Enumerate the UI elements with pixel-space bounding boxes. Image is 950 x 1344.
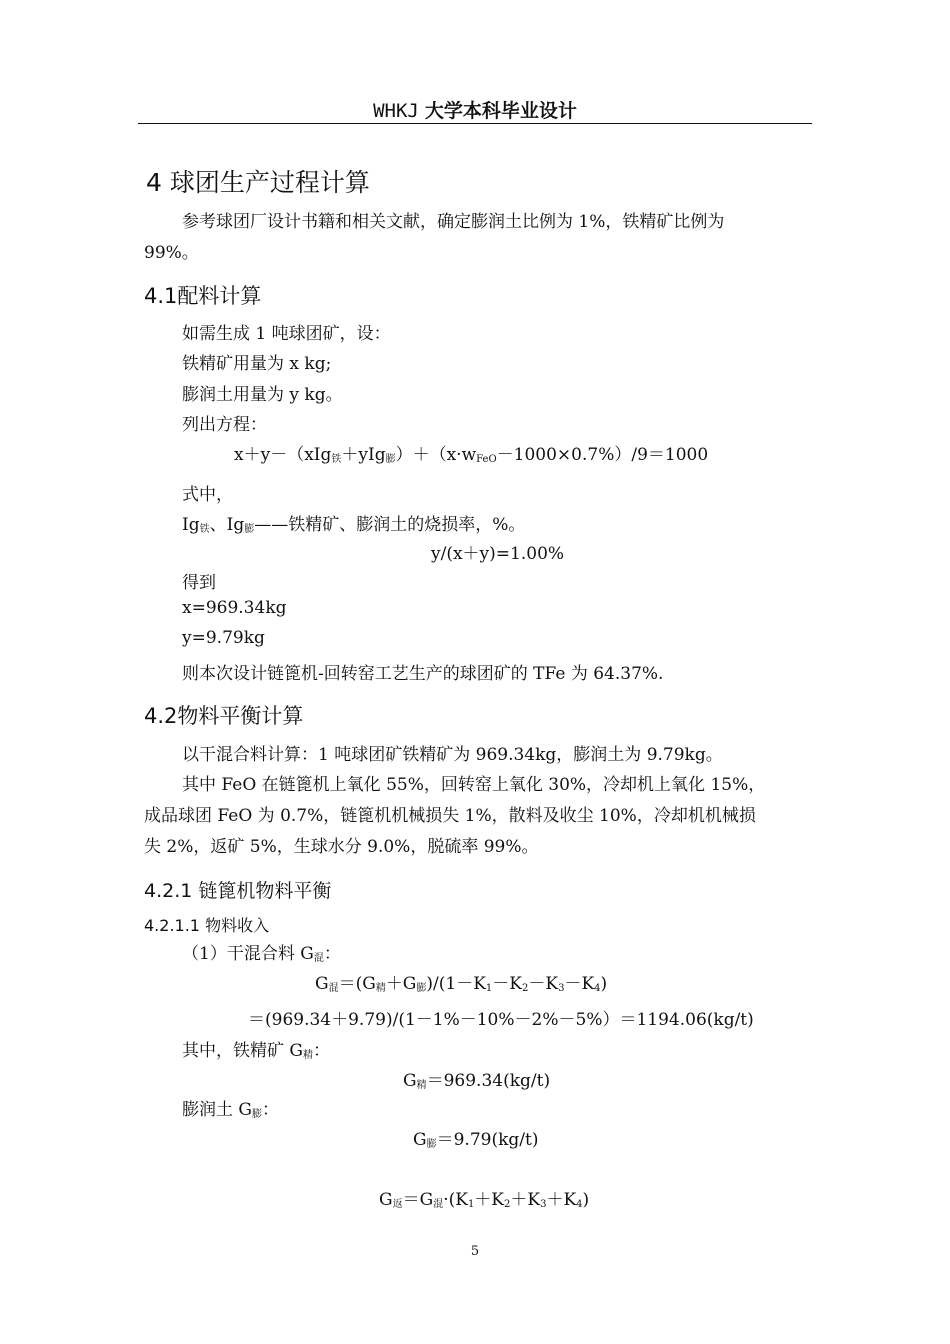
- eq-part: G: [315, 974, 329, 994]
- eq-part: ＝9.79(kg/t): [436, 1130, 539, 1150]
- text-line: 铁精矿用量为 x kg;: [182, 354, 332, 374]
- page-number: 5: [470, 1244, 480, 1259]
- section-4-2-title: 4.2物料平衡计算: [144, 704, 304, 728]
- eq-subscript: FeO: [476, 454, 497, 465]
- text-line: 其中 FeO 在链篦机上氧化 55%，回转窑上氧化 30%，冷却机上氧化 15%，: [182, 775, 766, 795]
- header-rule: [138, 123, 812, 124]
- eq-part: G: [379, 1190, 393, 1210]
- text-line-fe: [182, 1036, 330, 1061]
- eq-subscript: 精: [416, 1080, 427, 1091]
- equation-bentonite: [413, 1125, 538, 1150]
- text-part: 其中，铁精矿 G: [182, 1041, 303, 1061]
- eq-part: ): [600, 974, 608, 994]
- equation-fe: [403, 1066, 550, 1091]
- equation-mass: [234, 440, 708, 465]
- eq-subscript: 混: [328, 983, 339, 994]
- text-part: （1）干混合料 G: [182, 944, 314, 964]
- eq-part: ＋K: [510, 1190, 541, 1210]
- text-subscript: 混: [313, 953, 324, 964]
- equation-mix-value: ＝(969.34＋9.79)/(1－1%－10%－2%－5%）＝1194.06(kg/t): [248, 1010, 754, 1030]
- eq-part: )/(1－K: [426, 974, 486, 994]
- equation-return: [379, 1185, 589, 1210]
- text-line: 如需生成 1 吨球团矿，设：: [182, 324, 391, 344]
- text-line-item1: [182, 939, 341, 964]
- section-4-2-1-title: 4.2.1 链篦机物料平衡: [144, 880, 332, 902]
- eq-part: －K: [564, 974, 595, 994]
- text-line: y=9.79kg: [182, 628, 265, 648]
- equation-ratio: y/(x＋y)=1.00%: [431, 544, 565, 564]
- eq-subscript: 2: [504, 1199, 511, 1210]
- section-4-title: 4 球团生产过程计算: [146, 168, 370, 197]
- text-subscript: 精: [302, 1050, 313, 1061]
- text-line: 则本次设计链篦机-回转窑工艺生产的球团矿的 TFe 为 64.37%.: [182, 664, 664, 684]
- eq-part: ＝(G: [338, 974, 376, 994]
- text-part: ——铁精矿、膨润土的烧损率，%。: [254, 515, 526, 535]
- text-line: 成品球团 FeO 为 0.7%，链篦机机械损失 1%，散料及收尘 10%，冷却机机械损: [144, 806, 756, 826]
- eq-part: －K: [528, 974, 559, 994]
- text-part: 、Ig: [209, 515, 245, 535]
- text-line: 失 2%，返矿 5%，生球水分 9.0%，脱硫率 99%。: [144, 837, 539, 857]
- text-line-bentonite: [182, 1095, 279, 1120]
- section-4-para-line1: 参考球团厂设计书籍和相关文献，确定膨润土比例为 1%，铁精矿比例为: [182, 212, 725, 232]
- text-line: 以干混合料计算：1 吨球团矿铁精矿为 969.34kg，膨润土为 9.79kg。: [182, 745, 723, 765]
- eq-subscript: 1: [485, 983, 493, 994]
- eq-part: G: [413, 1130, 427, 1150]
- text-part: 膨润土 G: [182, 1100, 252, 1120]
- text-subscript: 铁: [199, 524, 210, 535]
- text-line-definition: [182, 510, 525, 535]
- equation-mix: [315, 969, 607, 994]
- eq-part: ＋G: [385, 974, 417, 994]
- eq-subscript: 3: [558, 983, 565, 994]
- text-part: Ig: [182, 515, 200, 535]
- text-line: 膨润土用量为 y kg。: [182, 385, 343, 405]
- header-latin: WHKJ: [373, 100, 419, 122]
- eq-part: ＋yIg: [341, 445, 386, 465]
- eq-part: ＋K: [546, 1190, 577, 1210]
- eq-part: －K: [492, 974, 522, 994]
- eq-subscript: 3: [540, 1199, 547, 1210]
- text-part: ：: [261, 1100, 279, 1120]
- text-line: 得到: [182, 573, 216, 593]
- text-subscript: 膨: [244, 524, 255, 535]
- eq-subscript: 精: [375, 983, 386, 994]
- text-subscript: 膨: [251, 1109, 262, 1120]
- section-4-2-1-1-title: 4.2.1.1 物料收入: [144, 916, 270, 935]
- header-title: 大学本科毕业设计: [424, 100, 577, 122]
- eq-subscript: 铁: [331, 454, 342, 465]
- page-header: [0, 96, 950, 123]
- eq-part: G: [403, 1071, 417, 1091]
- eq-part: ＝969.34(kg/t): [426, 1071, 551, 1091]
- eq-subscript: 2: [522, 983, 529, 994]
- eq-subscript: 混: [433, 1199, 444, 1210]
- eq-subscript: 膨: [385, 454, 396, 465]
- eq-subscript: 返: [392, 1199, 403, 1210]
- section-4-1-title: 4.1配料计算: [144, 284, 262, 308]
- eq-part: －1000×0.7%）/9＝1000: [496, 445, 709, 465]
- eq-subscript: 1: [467, 1199, 475, 1210]
- eq-subscript: 膨: [416, 983, 427, 994]
- eq-subscript: 膨: [426, 1139, 437, 1150]
- eq-part: x＋y－（xIg: [234, 445, 332, 465]
- eq-part: ·(K: [443, 1190, 468, 1210]
- text-line: x=969.34kg: [182, 598, 287, 618]
- eq-subscript: 4: [594, 983, 601, 994]
- text-line: 式中，: [182, 485, 233, 505]
- eq-part: ）＋（x·w: [395, 445, 477, 465]
- eq-part: ＝G: [402, 1190, 434, 1210]
- text-line: 列出方程：: [182, 415, 267, 435]
- section-4-para-line2: 99%。: [144, 243, 199, 263]
- eq-part: ＋K: [474, 1190, 505, 1210]
- eq-subscript: 4: [576, 1199, 583, 1210]
- text-part: ：: [312, 1041, 330, 1061]
- text-part: ：: [323, 944, 341, 964]
- eq-part: ): [582, 1190, 590, 1210]
